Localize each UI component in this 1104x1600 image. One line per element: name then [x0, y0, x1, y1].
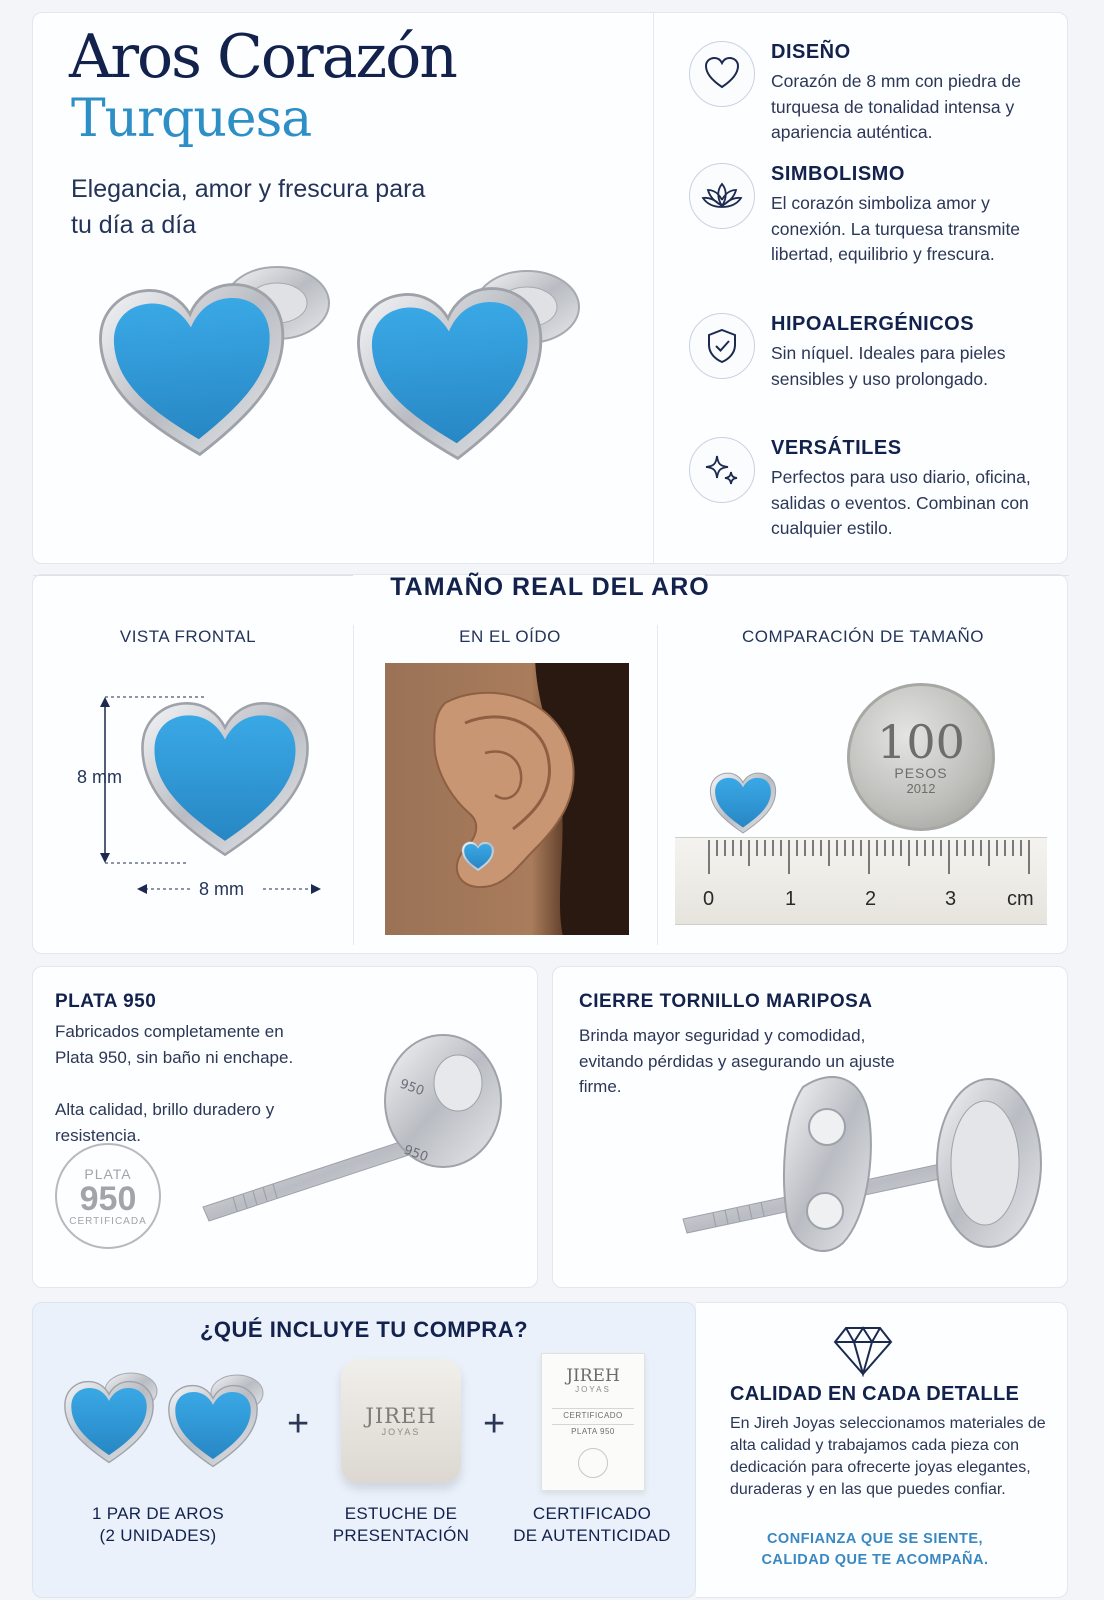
- column-divider: [657, 625, 658, 945]
- quality-slogan: [730, 1529, 1020, 1571]
- label-line: (2 UNIDADES): [99, 1526, 217, 1545]
- quality-title: CALIDAD EN CADA DETALLE: [730, 1383, 1020, 1405]
- label-line: ESTUCHE DE: [344, 1504, 458, 1523]
- shield-check-icon: [689, 313, 755, 379]
- feature-title: HIPOALERGÉNICOS: [771, 313, 975, 335]
- ear-photo: [385, 663, 629, 935]
- feature-text: Perfectos para uso diario, oficina, salidas o eventos. Combinan con cualquier estilo.: [771, 467, 1031, 538]
- ruler: [675, 837, 1047, 925]
- heart-icon: [689, 41, 755, 107]
- diamond-icon: [832, 1325, 894, 1377]
- silver-title: PLATA 950: [55, 991, 157, 1012]
- seal-bottom-text: CERTIFICADA: [69, 1215, 147, 1227]
- label-line: CERTIFICADO: [532, 1504, 652, 1523]
- slogan-line: CONFIANZA QUE SE SIENTE,: [766, 1531, 984, 1547]
- clasp-title: CIERRE TORNILLO MARIPOSA: [579, 991, 873, 1012]
- column-label-compare: COMPARACIÓN DE TAMAÑO: [742, 627, 984, 646]
- certificate-image: [541, 1353, 645, 1491]
- front-view-diagram: [97, 693, 327, 893]
- butterfly-clasp-image: [673, 1047, 1053, 1277]
- silver-text-secondary: Alta calidad, brillo duradero y resistencia.: [55, 1100, 275, 1145]
- presentation-box-image: [341, 1359, 461, 1483]
- coin-currency: PESOS: [894, 764, 948, 781]
- silver-post-image: [193, 1031, 523, 1251]
- label-line: DE AUTENTICIDAD: [513, 1526, 671, 1545]
- size-section-title: TAMAÑO REAL DEL ARO: [390, 573, 710, 601]
- hero-earrings-image: [99, 263, 619, 503]
- product-tagline: Elegancia, amor y frescura para tu día a día: [71, 175, 426, 239]
- hero-divider: [653, 13, 654, 564]
- ruler-number: 2: [865, 888, 877, 910]
- seal-number: 950: [79, 1179, 137, 1218]
- box-brand-sub: JOYAS: [381, 1426, 421, 1437]
- ruler-number: 1: [785, 888, 797, 910]
- silver-stamp: 950: [401, 1142, 431, 1166]
- include-label-box: [301, 1503, 501, 1547]
- feature-title: DISEÑO: [771, 41, 851, 63]
- silver-seal: [55, 1143, 161, 1249]
- include-label-certificate: [497, 1503, 687, 1547]
- clasp-text: Brinda mayor seguridad y comodidad, evitando pérdidas y asegurando un ajuste firme.: [579, 1026, 895, 1096]
- size-card: [32, 574, 1068, 954]
- plus-sign: +: [287, 1403, 310, 1445]
- quality-text: En Jireh Joyas seleccionamos materiales de alta calidad y trabajamos cada pieza con dedicación para ofrecerte joyas elegantes, duraderas y en las que puedes confiar.: [730, 1415, 1046, 1498]
- coin-value: 100: [877, 714, 965, 769]
- label-line: 1 PAR DE AROS: [91, 1504, 225, 1523]
- ruler-unit: cm: [1007, 888, 1034, 910]
- column-label-front: VISTA FRONTAL: [119, 627, 257, 646]
- hero-card: [32, 12, 1068, 564]
- width-label: 8 mm: [199, 879, 244, 899]
- silver-stamp: 950: [397, 1076, 427, 1100]
- certificate-heading: CERTIFICADO: [552, 1408, 634, 1420]
- feature-text: Corazón de 8 mm con piedra de turquesa de tonalidad intensa y apariencia auténtica.: [771, 71, 1021, 142]
- product-subtitle: Turquesa: [71, 89, 312, 149]
- includes-card: [32, 1302, 696, 1598]
- feature-title: SIMBOLISMO: [771, 163, 905, 185]
- product-title: Aros Corazón: [69, 22, 456, 92]
- clasp-card: [552, 966, 1068, 1288]
- plus-sign: +: [483, 1403, 506, 1445]
- feature-text: El corazón simboliza amor y conexión. La turquesa transmite libertad, equilibrio y frescura.: [771, 193, 1021, 264]
- slogan-line: CALIDAD QUE TE ACOMPAÑA.: [761, 1552, 989, 1568]
- sparkles-icon: [689, 437, 755, 503]
- earring-pair-image: [59, 1371, 279, 1481]
- ruler-ticks: [675, 838, 1047, 884]
- box-brand: JIREH: [365, 1403, 437, 1428]
- silver-text: Fabricados completamente en Plata 950, sin baño ni enchape.: [55, 1022, 294, 1067]
- compare-earring: [709, 771, 777, 835]
- certificate-seal: [578, 1448, 608, 1478]
- seal-top-text: PLATA: [84, 1165, 132, 1182]
- certificate-brand-sub: JOYAS: [575, 1385, 611, 1394]
- ruler-number: 3: [945, 888, 957, 910]
- feature-title: VERSÁTILES: [771, 437, 902, 459]
- certificate-brand: JIREH: [566, 1366, 620, 1386]
- coin-image: [847, 683, 995, 831]
- ruler-number: 0: [703, 888, 715, 910]
- certificate-metal: PLATA 950: [552, 1424, 634, 1436]
- height-label: 8 mm: [77, 767, 122, 787]
- label-line: PRESENTACIÓN: [332, 1526, 470, 1545]
- lotus-icon: [689, 163, 755, 229]
- silver-card: [32, 966, 538, 1288]
- quality-card: [696, 1302, 1068, 1598]
- column-divider: [353, 625, 354, 945]
- column-label-ear: EN EL OÍDO: [459, 627, 561, 646]
- coin-year: 2012: [906, 780, 936, 796]
- feature-text: Sin níquel. Ideales para pieles sensibles y uso prolongado.: [771, 343, 1006, 389]
- include-label-earrings: [63, 1503, 253, 1547]
- includes-title: ¿QUÉ INCLUYE TU COMPRA?: [199, 1317, 529, 1342]
